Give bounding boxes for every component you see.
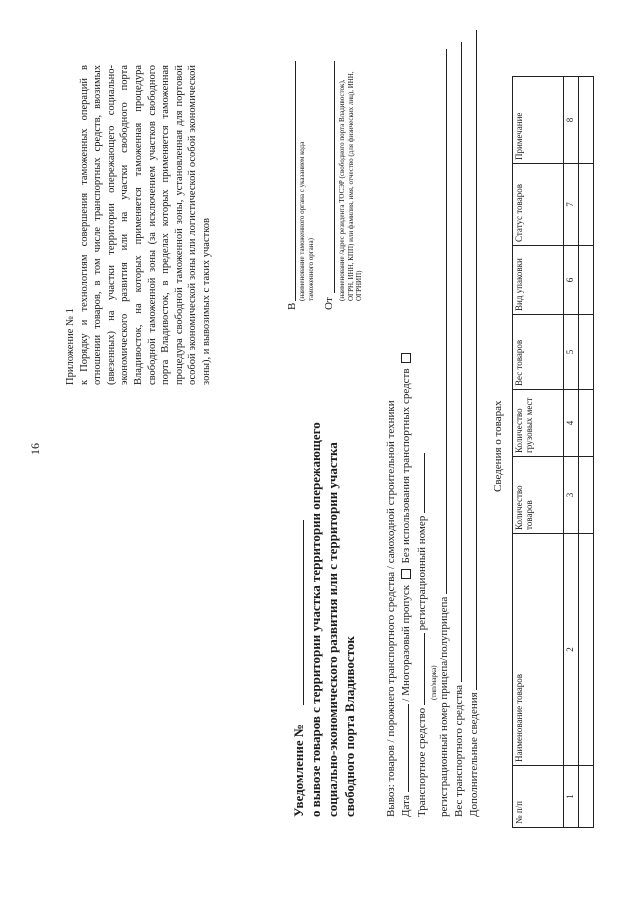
- empty-cell[interactable]: [579, 390, 594, 457]
- date-row: [400, 350, 412, 817]
- notice-title-line2: о вывозе товаров с территории участка территории опережающего: [308, 422, 323, 817]
- additional-line: [476, 30, 477, 690]
- additional-label: Дополнительные сведения: [468, 692, 480, 817]
- goods-caption: Сведения о товарах: [492, 400, 504, 492]
- header-weight: Вес товаров: [513, 315, 564, 390]
- date-line: [408, 704, 409, 792]
- transport-type-line: [424, 633, 425, 705]
- transport-row: [416, 453, 428, 817]
- header-quantity: Количество товаров: [513, 457, 564, 534]
- col-number-3: 3: [564, 457, 579, 534]
- col-number-7: 7: [564, 164, 579, 246]
- notice-title-line3: социально-экономического развития или с территории участка: [325, 442, 340, 817]
- col-number-5: 5: [564, 315, 579, 390]
- notice-title-line1: Уведомление №: [291, 724, 306, 817]
- page-number: 16: [28, 443, 42, 455]
- col-number-1: 1: [564, 766, 579, 828]
- header-number: № п/п: [513, 766, 564, 828]
- appendix-block: [64, 65, 214, 385]
- from-label: От: [323, 297, 335, 310]
- empty-cell[interactable]: [579, 534, 594, 766]
- weight-row: [453, 42, 465, 817]
- trailer-reg-label: регистрационный номер прицепа/полуприцепа: [438, 596, 450, 817]
- transport-caption: (тип/марка): [430, 665, 438, 700]
- empty-cell[interactable]: [579, 246, 594, 315]
- from-caption: (наименование /адрес резидента ТОСЭР (свободного порта Владивосток), ОГРН, ИНН, КПП) или фамилия, имя, отчество (для физических лиц), ИНН, ОГРНИП): [338, 71, 363, 301]
- additional-row: [468, 30, 480, 817]
- trailer-row: [438, 49, 450, 817]
- export-line: Вывоз: товаров / порожнего транспортного средства / самоходной строительной техники: [385, 400, 397, 817]
- multi-pass-label: Многоразовый пропуск: [400, 584, 412, 696]
- appendix-text: к Порядку и технологиям совершения таможенных операций в отношении товаров, в том числе транспортных средств, ввозимых (ввезенных) на участки территории опережающего социально-экономического развития или на участки свободного порта Владивосток, на которых применяется таможенная процедура свободной таможенной зоны (за исключением участков свободного порта Владивосток, в пределах которых применяется таможенная процедура свободной таможенной зоны, установленная для портовой особой экономической зоны или логистической особой экономической зоны), и вывозимых с таких участков: [78, 65, 212, 385]
- col-number-8: 8: [564, 77, 579, 164]
- goods-header-row: [513, 77, 564, 828]
- header-status: Статус товаров: [513, 164, 564, 246]
- notice-title-line4: свободного порта Владивосток: [342, 636, 357, 817]
- transport-label: Транспортное средство: [416, 707, 428, 817]
- from-line: [322, 61, 335, 293]
- empty-cell[interactable]: [579, 766, 594, 828]
- goods-table: [512, 76, 594, 828]
- notice-number-line: [290, 520, 304, 705]
- col-number-2: 2: [564, 534, 579, 766]
- header-packaging: Вид упаковки: [513, 246, 564, 315]
- vehicle-weight-line: [461, 42, 462, 682]
- multi-pass-checkbox[interactable]: [401, 569, 411, 579]
- to-line: [283, 61, 296, 301]
- col-number-4: 4: [564, 390, 579, 457]
- empty-cell[interactable]: [579, 77, 594, 164]
- appendix-title: Приложение № 1: [65, 308, 76, 385]
- to-caption: (наименование таможенного органа с указанием кода таможенного органа): [298, 141, 315, 301]
- trailer-reg-line: [446, 49, 447, 594]
- goods-empty-row: [579, 77, 594, 828]
- header-places: Количество грузовых мест: [513, 390, 564, 457]
- date-slash: /: [400, 698, 412, 702]
- empty-cell[interactable]: [579, 315, 594, 390]
- col-number-6: 6: [564, 246, 579, 315]
- empty-cell[interactable]: [579, 457, 594, 534]
- without-transport-label: Без использования транспортных средств: [400, 368, 412, 564]
- header-note: Примечание: [513, 77, 564, 164]
- date-label: Дата: [400, 795, 412, 817]
- vehicle-weight-label: Вес транспортного средства: [453, 685, 465, 817]
- reg-number-label: регистрационный номер: [416, 515, 428, 631]
- empty-cell[interactable]: [579, 164, 594, 246]
- header-name: Наименование товаров: [513, 534, 564, 766]
- to-label: В: [286, 302, 298, 310]
- reg-number-line: [424, 453, 425, 513]
- goods-number-row: [564, 77, 579, 828]
- without-transport-checkbox[interactable]: [401, 353, 411, 363]
